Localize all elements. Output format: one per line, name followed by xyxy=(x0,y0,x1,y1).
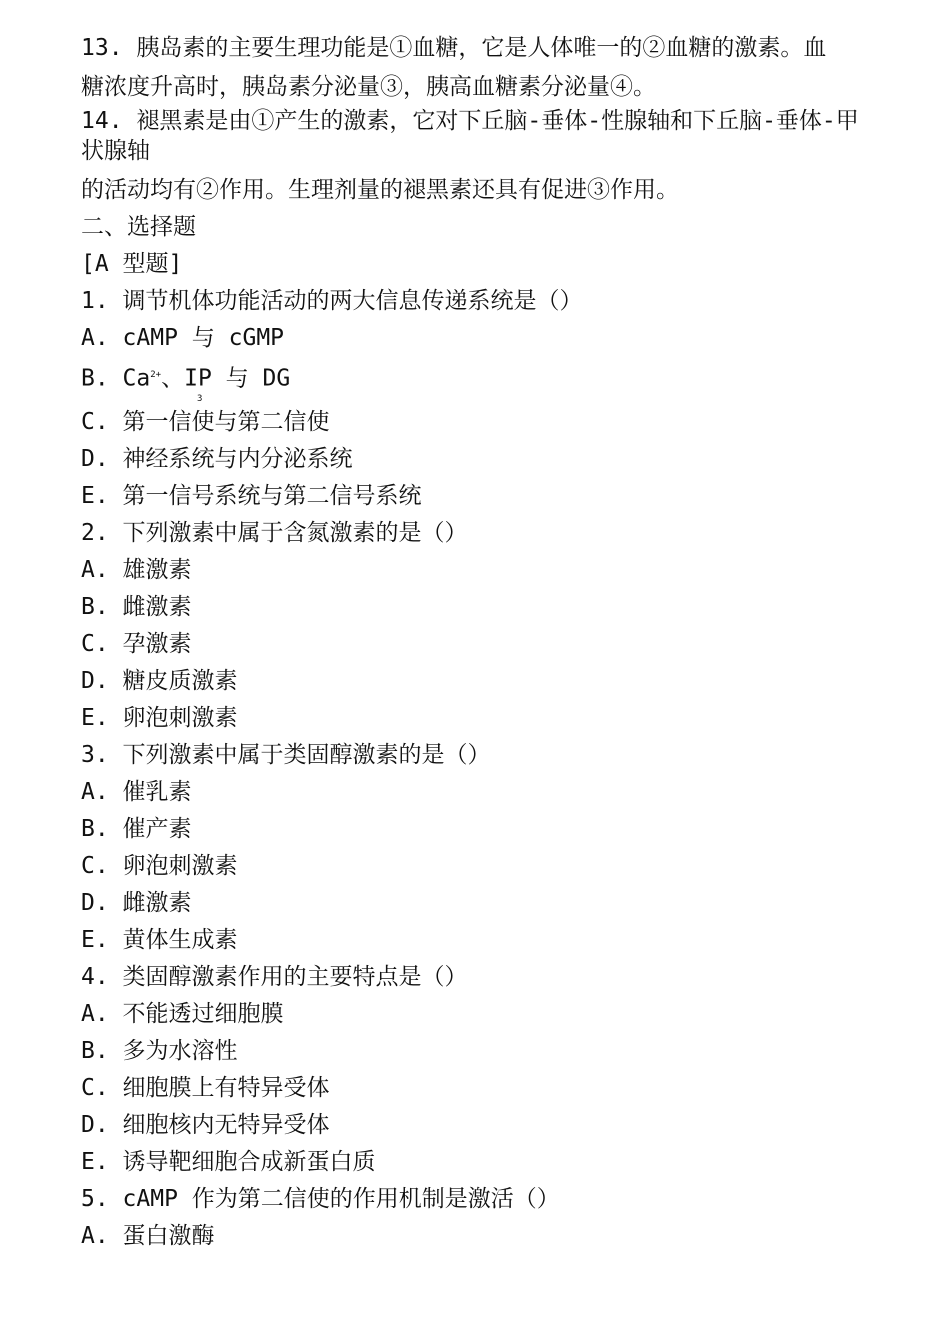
subsection-title: [A 型题] xyxy=(81,251,183,277)
question-4-option-e: E. 诱导靶细胞合成新蛋白质 xyxy=(81,1149,376,1175)
q14-line2: 的活动均有②作用。生理剂量的褪黑素还具有促进③作用。 xyxy=(81,177,679,203)
question-2-option-a: A. 雄激素 xyxy=(81,557,192,583)
question-5-stem: 5. cAMP 作为第二信使的作用机制是激活（） xyxy=(81,1186,560,1212)
question-1-option-c: C. 第一信使与第二信使 xyxy=(81,409,330,435)
question-3-option-a: A. 催乳素 xyxy=(81,779,192,805)
question-2-option-d: D. 糖皮质激素 xyxy=(81,668,238,694)
option-b-suffix: 、IP 与 DG xyxy=(161,365,291,392)
question-3-option-d: D. 雌激素 xyxy=(81,890,192,916)
question-3-option-b: B. 催产素 xyxy=(81,816,192,842)
question-5-option-a: A. 蛋白激酶 xyxy=(81,1223,215,1249)
question-3-option-c: C. 卵泡刺激素 xyxy=(81,853,238,879)
question-4-option-c: C. 细胞膜上有特异受体 xyxy=(81,1075,330,1101)
question-1-stem: 1. 调节机体功能活动的两大信息传递系统是（） xyxy=(81,288,583,314)
question-4-option-d: D. 细胞核内无特异受体 xyxy=(81,1112,330,1138)
question-2-option-c: C. 孕激素 xyxy=(81,631,192,657)
question-3-stem: 3. 下列激素中属于类固醇激素的是（） xyxy=(81,742,491,768)
q13-line2: 糖浓度升高时，胰岛素分泌量③，胰高血糖素分泌量④。 xyxy=(81,74,656,100)
fill-question-13 xyxy=(81,33,871,63)
option-b-superscript: 2+ xyxy=(150,370,162,380)
q14-line1: 14. 褪黑素是由①产生的激素，它对下丘脑-垂体-性腺轴和下丘脑-垂体-甲状腺轴 xyxy=(81,108,859,164)
question-1-option-e: E. 第一信号系统与第二信号系统 xyxy=(81,483,422,509)
fill-question-14 xyxy=(81,106,871,166)
question-1-option-b xyxy=(81,357,871,394)
q13-line1: 13. 胰岛素的主要生理功能是①血糖，它是人体唯一的②血糖的激素。血 xyxy=(81,35,827,61)
question-2-option-b: B. 雌激素 xyxy=(81,594,192,620)
document-page xyxy=(81,33,871,1255)
question-1-option-a: A. cAMP 与 cGMP xyxy=(81,325,285,351)
question-1-option-d: D. 神经系统与内分泌系统 xyxy=(81,446,353,472)
question-4-option-b: B. 多为水溶性 xyxy=(81,1038,238,1064)
question-2-stem: 2. 下列激素中属于含氮激素的是（） xyxy=(81,520,468,546)
question-2-option-e: E. 卵泡刺激素 xyxy=(81,705,238,731)
option-b-subscript-note: 3 xyxy=(197,394,203,404)
question-4-option-a: A. 不能透过细胞膜 xyxy=(81,1001,284,1027)
option-b-prefix: B. Ca xyxy=(81,365,151,392)
section-title: 二、选择题 xyxy=(81,214,196,240)
question-4-stem: 4. 类固醇激素作用的主要特点是（） xyxy=(81,964,468,990)
question-3-option-e: E. 黄体生成素 xyxy=(81,927,238,953)
